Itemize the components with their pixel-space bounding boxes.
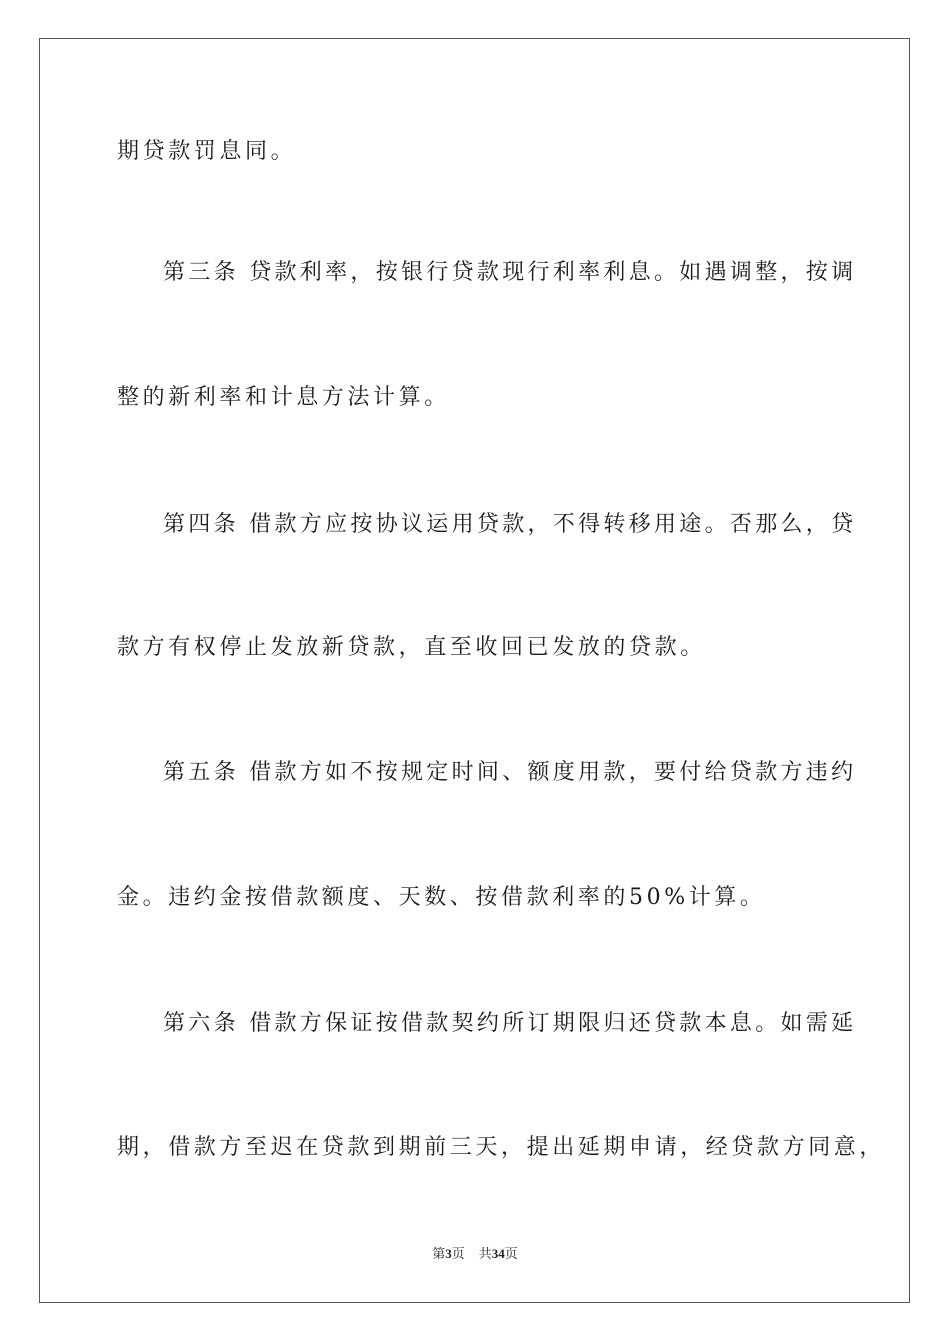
text-line-7: 金。违约金按借款额度、天数、按借款利率的50%计算。	[117, 885, 766, 910]
page-suffix: 页	[451, 1247, 465, 1262]
total-pages: 34	[491, 1246, 505, 1261]
page-prefix: 第	[432, 1247, 446, 1262]
text-line-8: 第六条 借款方保证按借款契约所订期限归还贷款本息。如需延	[163, 1011, 857, 1036]
total-prefix: 共	[478, 1247, 492, 1262]
text-line-5: 款方有权停止发放新贷款，直至收回已发放的贷款。	[117, 635, 706, 660]
text-line-3: 整的新利率和计息方法计算。	[117, 385, 450, 410]
text-line-2: 第三条 贷款利率，按银行贷款现行利率利息。如遇调整，按调	[163, 260, 857, 285]
text-line-9: 期，借款方至迟在贷款到期前三天，提出延期申请，经贷款方同意，	[117, 1135, 886, 1160]
text-line-1: 期贷款罚息同。	[117, 139, 297, 164]
text-line-4: 第四条 借款方应按协议运用贷款，不得转移用途。否那么，贷	[163, 512, 857, 537]
page-footer	[0, 1245, 950, 1264]
text-line-6: 第五条 借款方如不按规定时间、额度用款，要付给贷款方违约	[163, 760, 857, 785]
page-border	[39, 38, 910, 1303]
page-number: 3	[445, 1246, 452, 1261]
total-suffix: 页	[504, 1247, 518, 1262]
